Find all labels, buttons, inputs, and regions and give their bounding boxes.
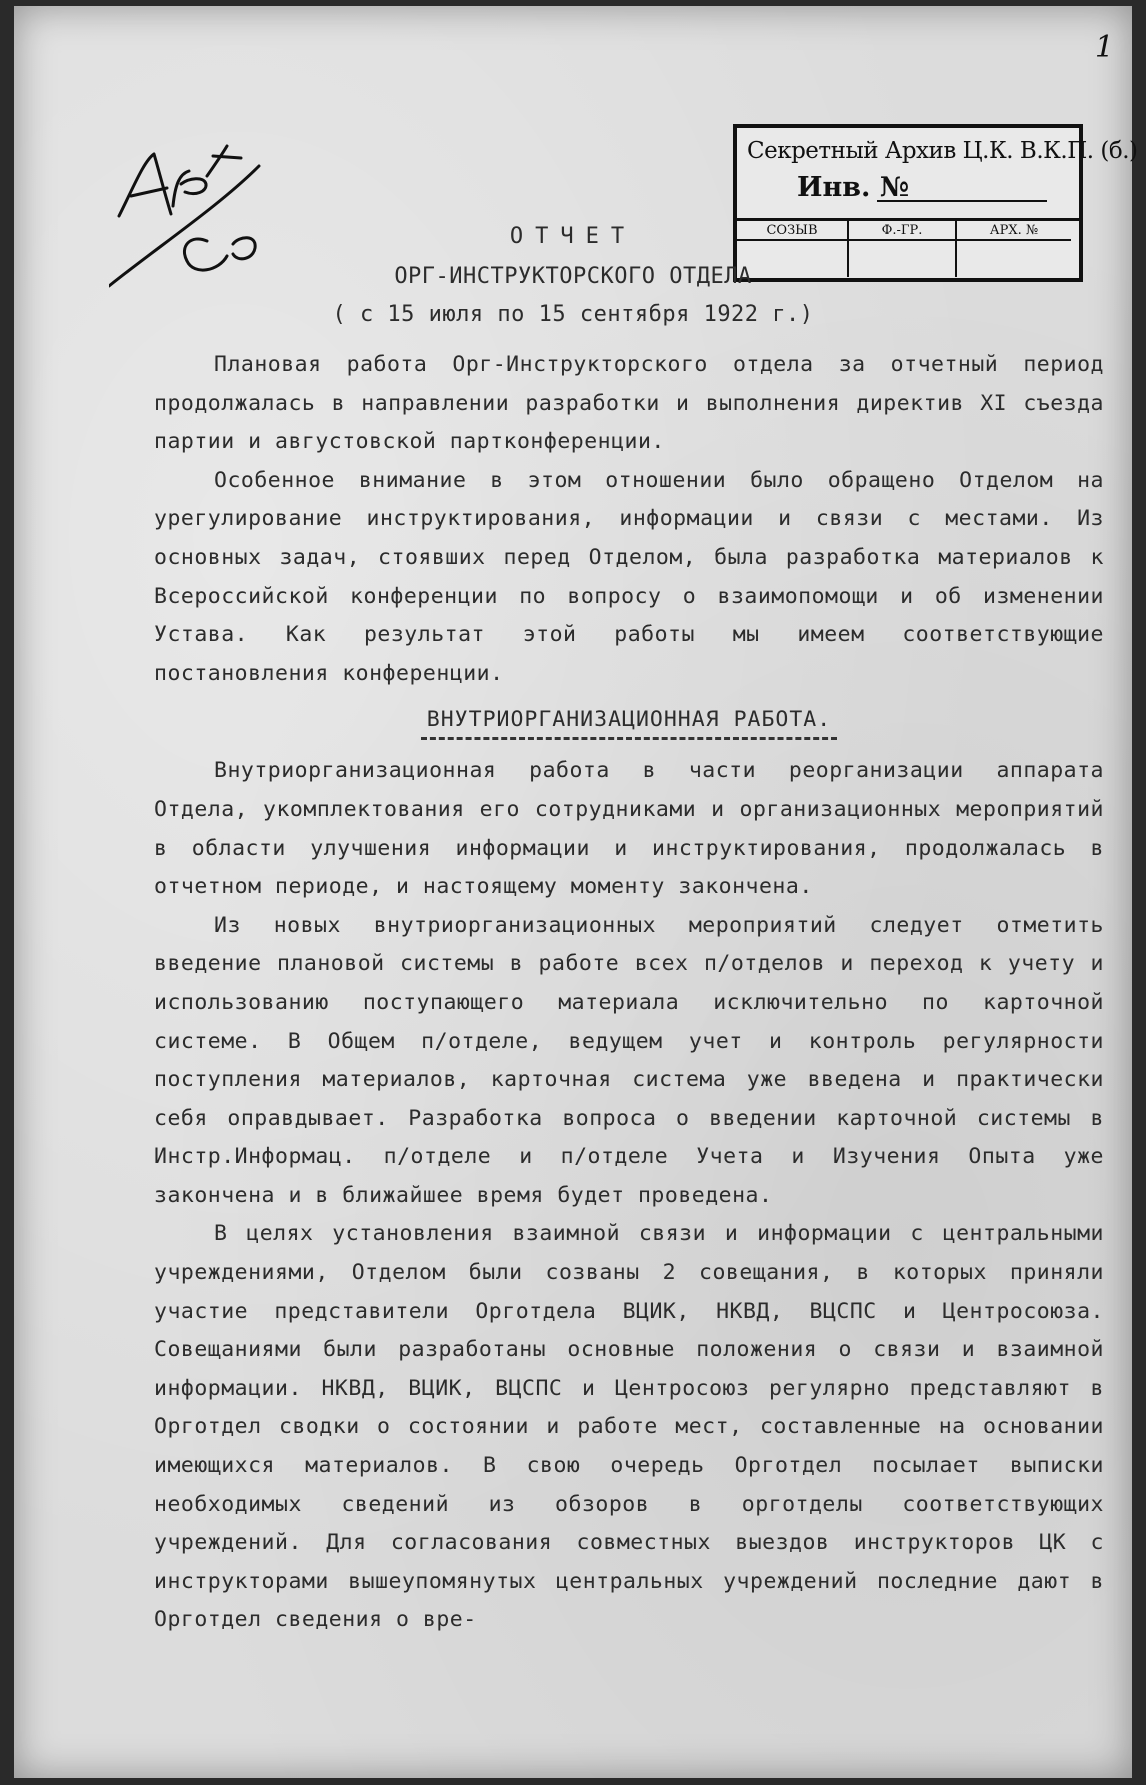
paragraph: Особенное внимание в этом отношении было обращено Отделом на урегулирование инструктирования, информации и связи с местами. Из основных задач, стоявших перед Отделом, была разработка материалов к Всероссийской конференции по вопросу о взаимопомощи и об изменении Устава. Как результат этой работы мы имеем соответствующие постановления конференции. — [154, 467, 1104, 686]
paragraph: Плановая работа Орг-Инструкторского отдела за отчетный период продолжалась в направлении разработки и выполнения директив XI съезда партии и августовской партконференции. — [154, 352, 1104, 455]
section-title: ВНУТРИОРГАНИЗАЦИОННАЯ РАБОТА. — [421, 703, 837, 740]
stamp-archive-label: Секретный Архив Ц.К. В.К.П. (б.) — [747, 138, 1138, 164]
section-heading — [154, 703, 1104, 740]
document-page — [14, 6, 1138, 1778]
paragraph: Внутриорганизационная работа в части реорганизации аппарата Отдела, укомплектования его сотрудниками и организационных мероприятий в области улучшения информации и инструктирования, продолжалась в отчетном периоде, и настоящему моменту закончена. — [154, 758, 1104, 900]
report-period: ( с 15 июля по 15 сентября 1922 г.) — [332, 302, 814, 327]
page-number: 1 — [1094, 30, 1114, 65]
archive-stamp — [733, 124, 1138, 282]
paragraph: В целях установления взаимной связи и информации с центральными учреждениями, Отделом были созваны 2 совещания, в которых приняли участие представители Орготдела ВЦИК, НКВД, ВЦСПС и Центросоюза. Совещаниями были разработаны основные положения о связи и взаимной информации. НКВД, ВЦИК, ВЦСПС и Центросоюз регулярно представляют в Орготдел сводки о состоянии и работе мест, составленные на основании имеющихся материалов. В свою очередь Орготдел посылает выписки необходимых сведений из обзоров в орготделы соответствующих учреждений. Для согласования совместных выездов инструкторов ЦК с инструкторами вышеупомянутых центральных учреждений последние дают в Орготдел сведения о вре- — [154, 1221, 1104, 1633]
paragraph: Из новых внутриорганизационных мероприятий следует отметить введение плановой системы в работе всех п/отделов и переход к учету и использованию поступающего материала исключительно по карточной системе. В Общем п/отделе, ведущем учет и контроль регулярности поступления материалов, карточная система уже введена и практически себя оправдывает. Разработка вопроса о введении карточной системы в Инстр.Информац. п/отделе и п/отделе Учета и Изучения Опыта уже закончена и в ближайшее время будет проведена. — [154, 912, 1104, 1208]
stamp-inventory-label: Инв. № — [797, 172, 910, 203]
report-body — [154, 346, 1104, 1640]
stamp-col1-label: СОЗЫВ — [737, 223, 847, 241]
report-title: ОТЧЕТ — [509, 224, 637, 249]
stamp-col2-label: Ф.-ГР. — [849, 223, 955, 241]
stamp-inventory-line — [877, 200, 1047, 202]
stamp-col3-label: АРХ. № — [957, 223, 1071, 241]
report-subtitle: ОРГ-ИНСТРУКТОРСКОГО ОТДЕЛА — [394, 264, 752, 289]
